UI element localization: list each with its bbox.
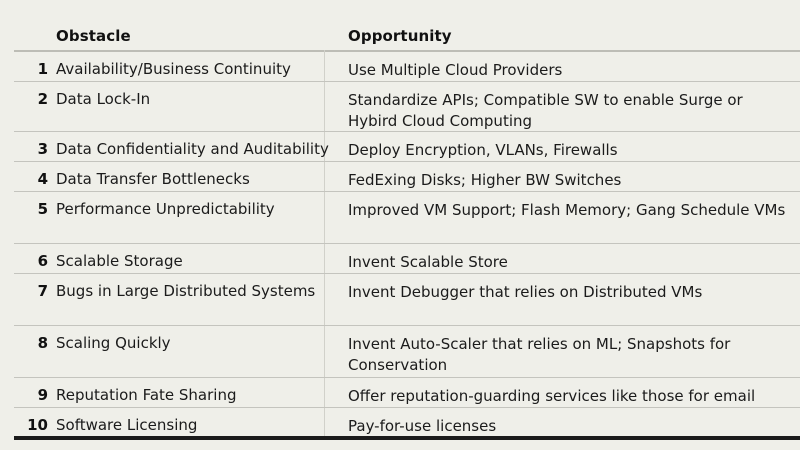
table-row: [14, 326, 800, 378]
table-row: [14, 132, 800, 162]
table-row: [14, 408, 800, 436]
table-row: [14, 52, 800, 82]
opportunity-column-header: Opportunity: [348, 27, 452, 45]
opportunity-cell: Invent Debugger that relies on Distributed VMs: [348, 283, 703, 301]
obstacle-cell: Scalable Storage: [56, 252, 183, 270]
row-number: 3: [37, 140, 48, 158]
row-number: 9: [37, 386, 48, 404]
row-number: 6: [37, 252, 48, 270]
opportunity-cell: FedExing Disks; Higher BW Switches: [348, 171, 622, 189]
opportunity-cell: Pay-for-use licenses: [348, 417, 497, 435]
table-bottom-rule: [14, 436, 800, 440]
table-row: [14, 162, 800, 192]
row-number: 7: [37, 282, 48, 300]
row-number: 2: [37, 90, 48, 108]
table-row: [14, 378, 800, 408]
row-number: 5: [37, 200, 48, 218]
opportunity-cell: Offer reputation-guarding services like those for email: [348, 387, 756, 405]
opportunity-cell: Invent Auto-Scaler that relies on ML; Snapshots for Conservation: [348, 335, 731, 374]
obstacle-cell: Scaling Quickly: [56, 334, 171, 352]
opportunity-cell: Improved VM Support; Flash Memory; Gang Schedule VMs: [348, 201, 786, 219]
row-number: 1: [37, 60, 48, 78]
obstacle-cell: Data Confidentiality and Auditability: [56, 140, 329, 158]
opportunity-cell: Use Multiple Cloud Providers: [348, 61, 563, 79]
obstacle-cell: Bugs in Large Distributed Systems: [56, 282, 316, 300]
table-row: [14, 192, 800, 244]
obstacle-cell: Availability/Business Continuity: [56, 60, 291, 78]
opportunity-cell: Standardize APIs; Compatible SW to enable Surge or Hybird Cloud Computing: [348, 91, 743, 130]
row-number: 4: [37, 170, 48, 188]
opportunity-cell: Deploy Encryption, VLANs, Firewalls: [348, 141, 618, 159]
obstacle-column-header: Obstacle: [56, 27, 131, 45]
table-row: [14, 82, 800, 132]
obstacle-cell: Data Transfer Bottlenecks: [56, 170, 250, 188]
row-number: 8: [37, 334, 48, 352]
table-row: [14, 274, 800, 326]
row-number: 10: [27, 416, 48, 434]
obstacle-cell: Data Lock-In: [56, 90, 151, 108]
opportunity-cell: Invent Scalable Store: [348, 253, 508, 271]
obstacle-cell: Reputation Fate Sharing: [56, 386, 237, 404]
table-header: [14, 16, 800, 52]
obstacle-cell: Software Licensing: [56, 416, 198, 434]
table-row: [14, 244, 800, 274]
obstacle-cell: Performance Unpredictability: [56, 200, 275, 218]
